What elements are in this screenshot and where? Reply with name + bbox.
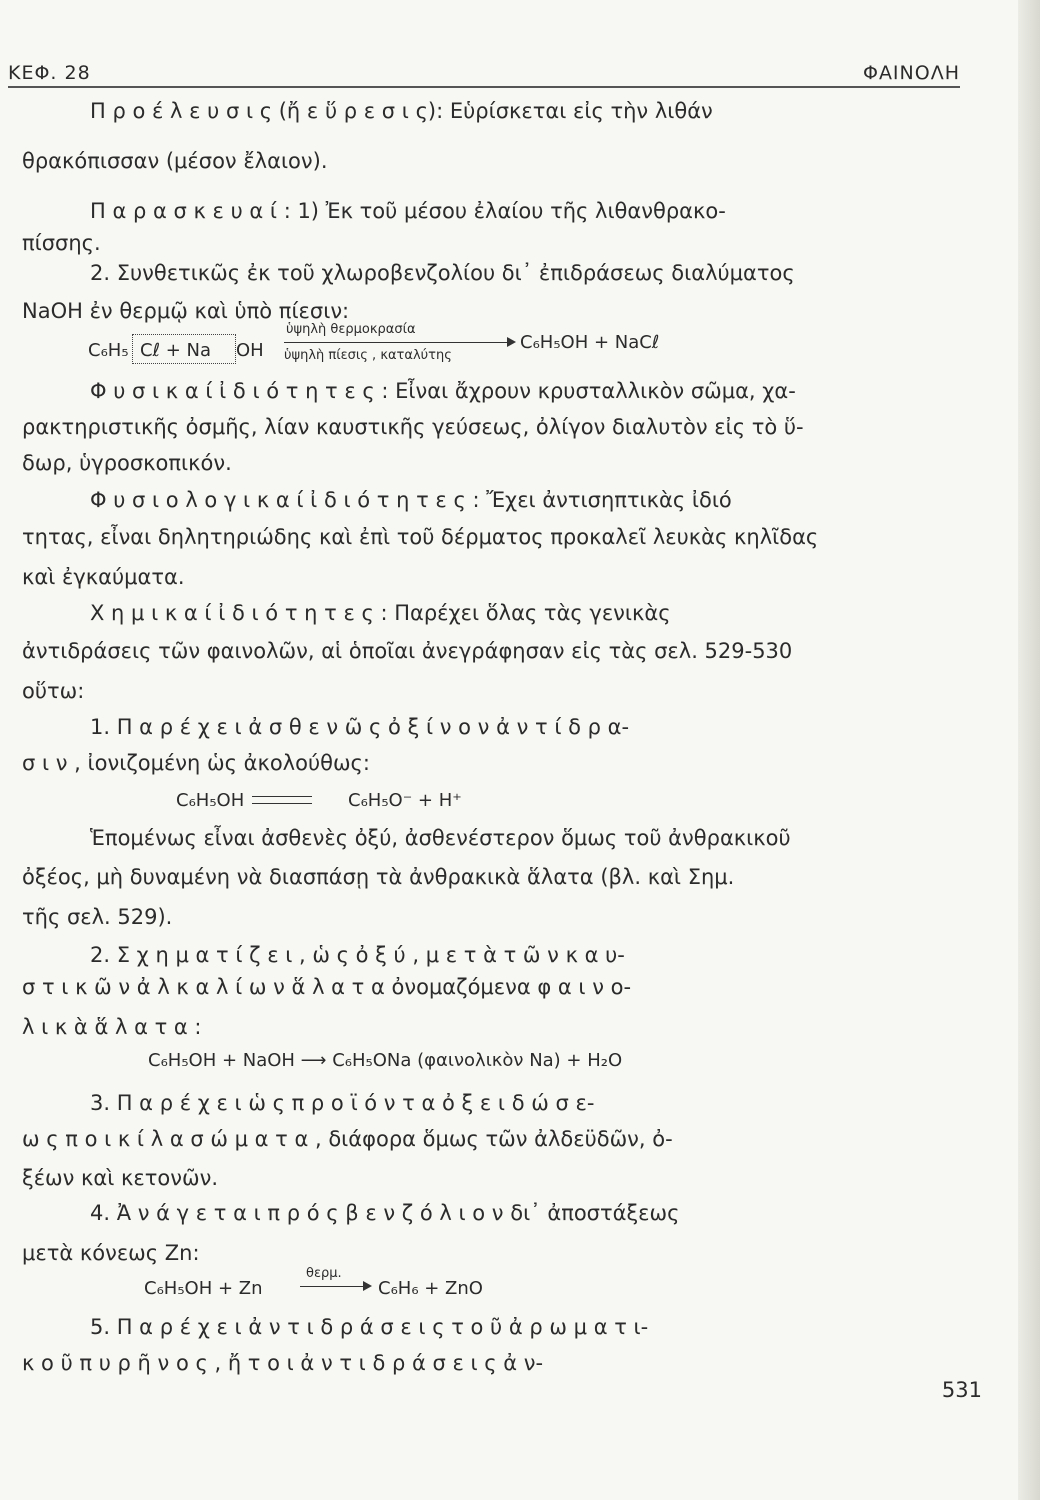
text-line: NaOH ἐν θερμῷ καὶ ὑπὸ πίεσιν: (22, 299, 350, 323)
text-line: θρακόπισσαν (μέσον ἔλαιον). (22, 149, 328, 173)
text-line: ρακτηριστικῆς ὀσμῆς, λίαν καυστικῆς γεύσεως, ὀλίγον διαλυτὸν εἰς τὸ ὕ- (22, 415, 804, 439)
text-line: 1. Π α ρ έ χ ε ι ἀ σ θ ε ν ῶ ς ὀ ξ ί ν ο ν ἀ ν τ ί δ ρ α- (90, 715, 630, 739)
eq2-phenol: C₆H₅OH (176, 790, 245, 811)
eq2-ions: C₆H₅O⁻ + H⁺ (348, 790, 462, 811)
text-line: οὕτω: (22, 679, 85, 703)
eq1-hydroxide: OH (236, 340, 264, 361)
text-line: κ ο ῦ π υ ρ ῆ ν ο ς , ἤ τ ο ι ἀ ν τ ι δ ρ ά σ ε ι ς ἀ ν- (22, 1351, 544, 1375)
eq4-condition-above: θερμ. (306, 1266, 342, 1281)
text-line: 3. Π α ρ έ χ ε ι ὡ ς π ρ ο ϊ ό ν τ α ὀ ξ ε ι δ ώ σ ε- (90, 1091, 595, 1115)
text-line: 2. Συνθετικῶς ἐκ τοῦ χλωροβενζολίου δι᾽ ἐπιδράσεως διαλύματος (90, 261, 795, 285)
text-line: ξέων καὶ κετονῶν. (22, 1166, 218, 1190)
text-line: 5. Π α ρ έ χ ε ι ἀ ν τ ι δ ρ ά σ ε ι ς τ ο ῦ ἀ ρ ω μ α τ ι- (90, 1315, 649, 1339)
running-title: ΦΑΙΝΟΛΗ (862, 62, 960, 84)
text-line: 4. Ἀ ν ά γ ε τ α ι π ρ ό ς β ε ν ζ ό λ ι ο ν δι᾽ ἀποστάξεως (90, 1201, 680, 1225)
text-line: τητας, εἶναι δηλητηριώδης καὶ ἐπὶ τοῦ δέρματος προκαλεῖ λευκὰς κηλῖδας (22, 525, 819, 549)
text-line: Φ υ σ ι κ α ί ἰ δ ι ό τ η τ ε ς : Εἶναι ἄχρουν κρυσταλλικὸν σῶμα, χα- (90, 379, 796, 403)
text-line: Π ρ ο έ λ ε υ σ ι ς (ἤ ε ὕ ρ ε σ ι ς): Εὑρίσκεται εἰς τὴν λιθάν (90, 99, 713, 123)
text-line: μετὰ κόνεως Zn: (22, 1241, 200, 1265)
text-line: καὶ ἐγκαύματα. (22, 565, 185, 589)
eq1-condition-above: ὑψηλὴ θερμοκρασία (286, 322, 416, 337)
eq1-reactant-phenyl: C₆H₅ (88, 340, 129, 361)
page-number: 531 (941, 1378, 982, 1402)
text-line: Φ υ σ ι ο λ ο γ ι κ α ί ἰ δ ι ό τ η τ ε ς : Ἔχει ἀντισηπτικὰς ἰδιό (90, 488, 732, 512)
chapter-label: ΚΕΦ. 28 (8, 62, 91, 84)
eq1-products: C₆H₅OH + NaCℓ (520, 332, 660, 353)
text-line: σ ι ν , ἰονιζομένη ὡς ἀκολούθως: (22, 751, 370, 775)
text-line: λ ι κ ὰ ἅ λ α τ α : (22, 1015, 202, 1039)
text-line: Χ η μ ι κ α ί ἰ δ ι ό τ η τ ε ς : Παρέχει ὅλας τὰς γενικὰς (90, 601, 671, 625)
eq1-arrow (284, 342, 514, 343)
text-line: ω ς π ο ι κ ί λ α σ ώ μ α τ α , διάφορα ὅμως τῶν ἀλδεϋδῶν, ὀ- (22, 1127, 673, 1151)
eq2-equilibrium-arrow (252, 794, 312, 808)
text-line: σ τ ι κ ῶ ν ἀ λ κ α λ ί ω ν ἅ λ α τ α ὀνομαζόμενα φ α ι ν ο- (22, 975, 632, 999)
text-line: τῆς σελ. 529). (22, 905, 173, 929)
text-line: δωρ, ὑγροσκοπικόν. (22, 451, 232, 475)
eq1-condition-below: ὑψηλὴ πίεσις , καταλύτης (284, 348, 452, 363)
eq3-phenolate-reaction: C₆H₅OH + NaOH ⟶ C₆H₅ONa (φαινολικὸν Na) + H₂O (148, 1050, 623, 1071)
text-line: ὀξέος, μὴ δυναμένη νὰ διασπάσῃ τὰ ἀνθρακικὰ ἅλατα (βλ. καὶ Σημ. (22, 865, 735, 889)
text-line: Π α ρ α σ κ ε υ α ί : 1) Ἐκ τοῦ μέσου ἐλαίου τῆς λιθανθρακο- (90, 199, 726, 223)
text-line: πίσσης. (22, 231, 101, 255)
page-header (8, 56, 960, 88)
eq4-reactants: C₆H₅OH + Zn (144, 1278, 263, 1299)
text-line: 2. Σ χ η μ α τ ί ζ ε ι , ὡ ς ὀ ξ ύ , μ ε τ ὰ τ ῶ ν κ α υ- (90, 943, 625, 967)
eq1-boxed-group: Cℓ + Na (140, 340, 212, 361)
text-line: ἀντιδράσεις τῶν φαινολῶν, αἱ ὁποῖαι ἀνεγράφησαν εἰς τὰς σελ. 529-530 (22, 639, 793, 663)
eq4-products: C₆H₆ + ZnO (378, 1278, 483, 1299)
eq4-arrow (300, 1286, 370, 1287)
text-line: Ἑπομένως εἶναι ἀσθενὲς ὀξύ, ἀσθενέστερον ὅμως τοῦ ἀνθρακικοῦ (90, 826, 791, 850)
